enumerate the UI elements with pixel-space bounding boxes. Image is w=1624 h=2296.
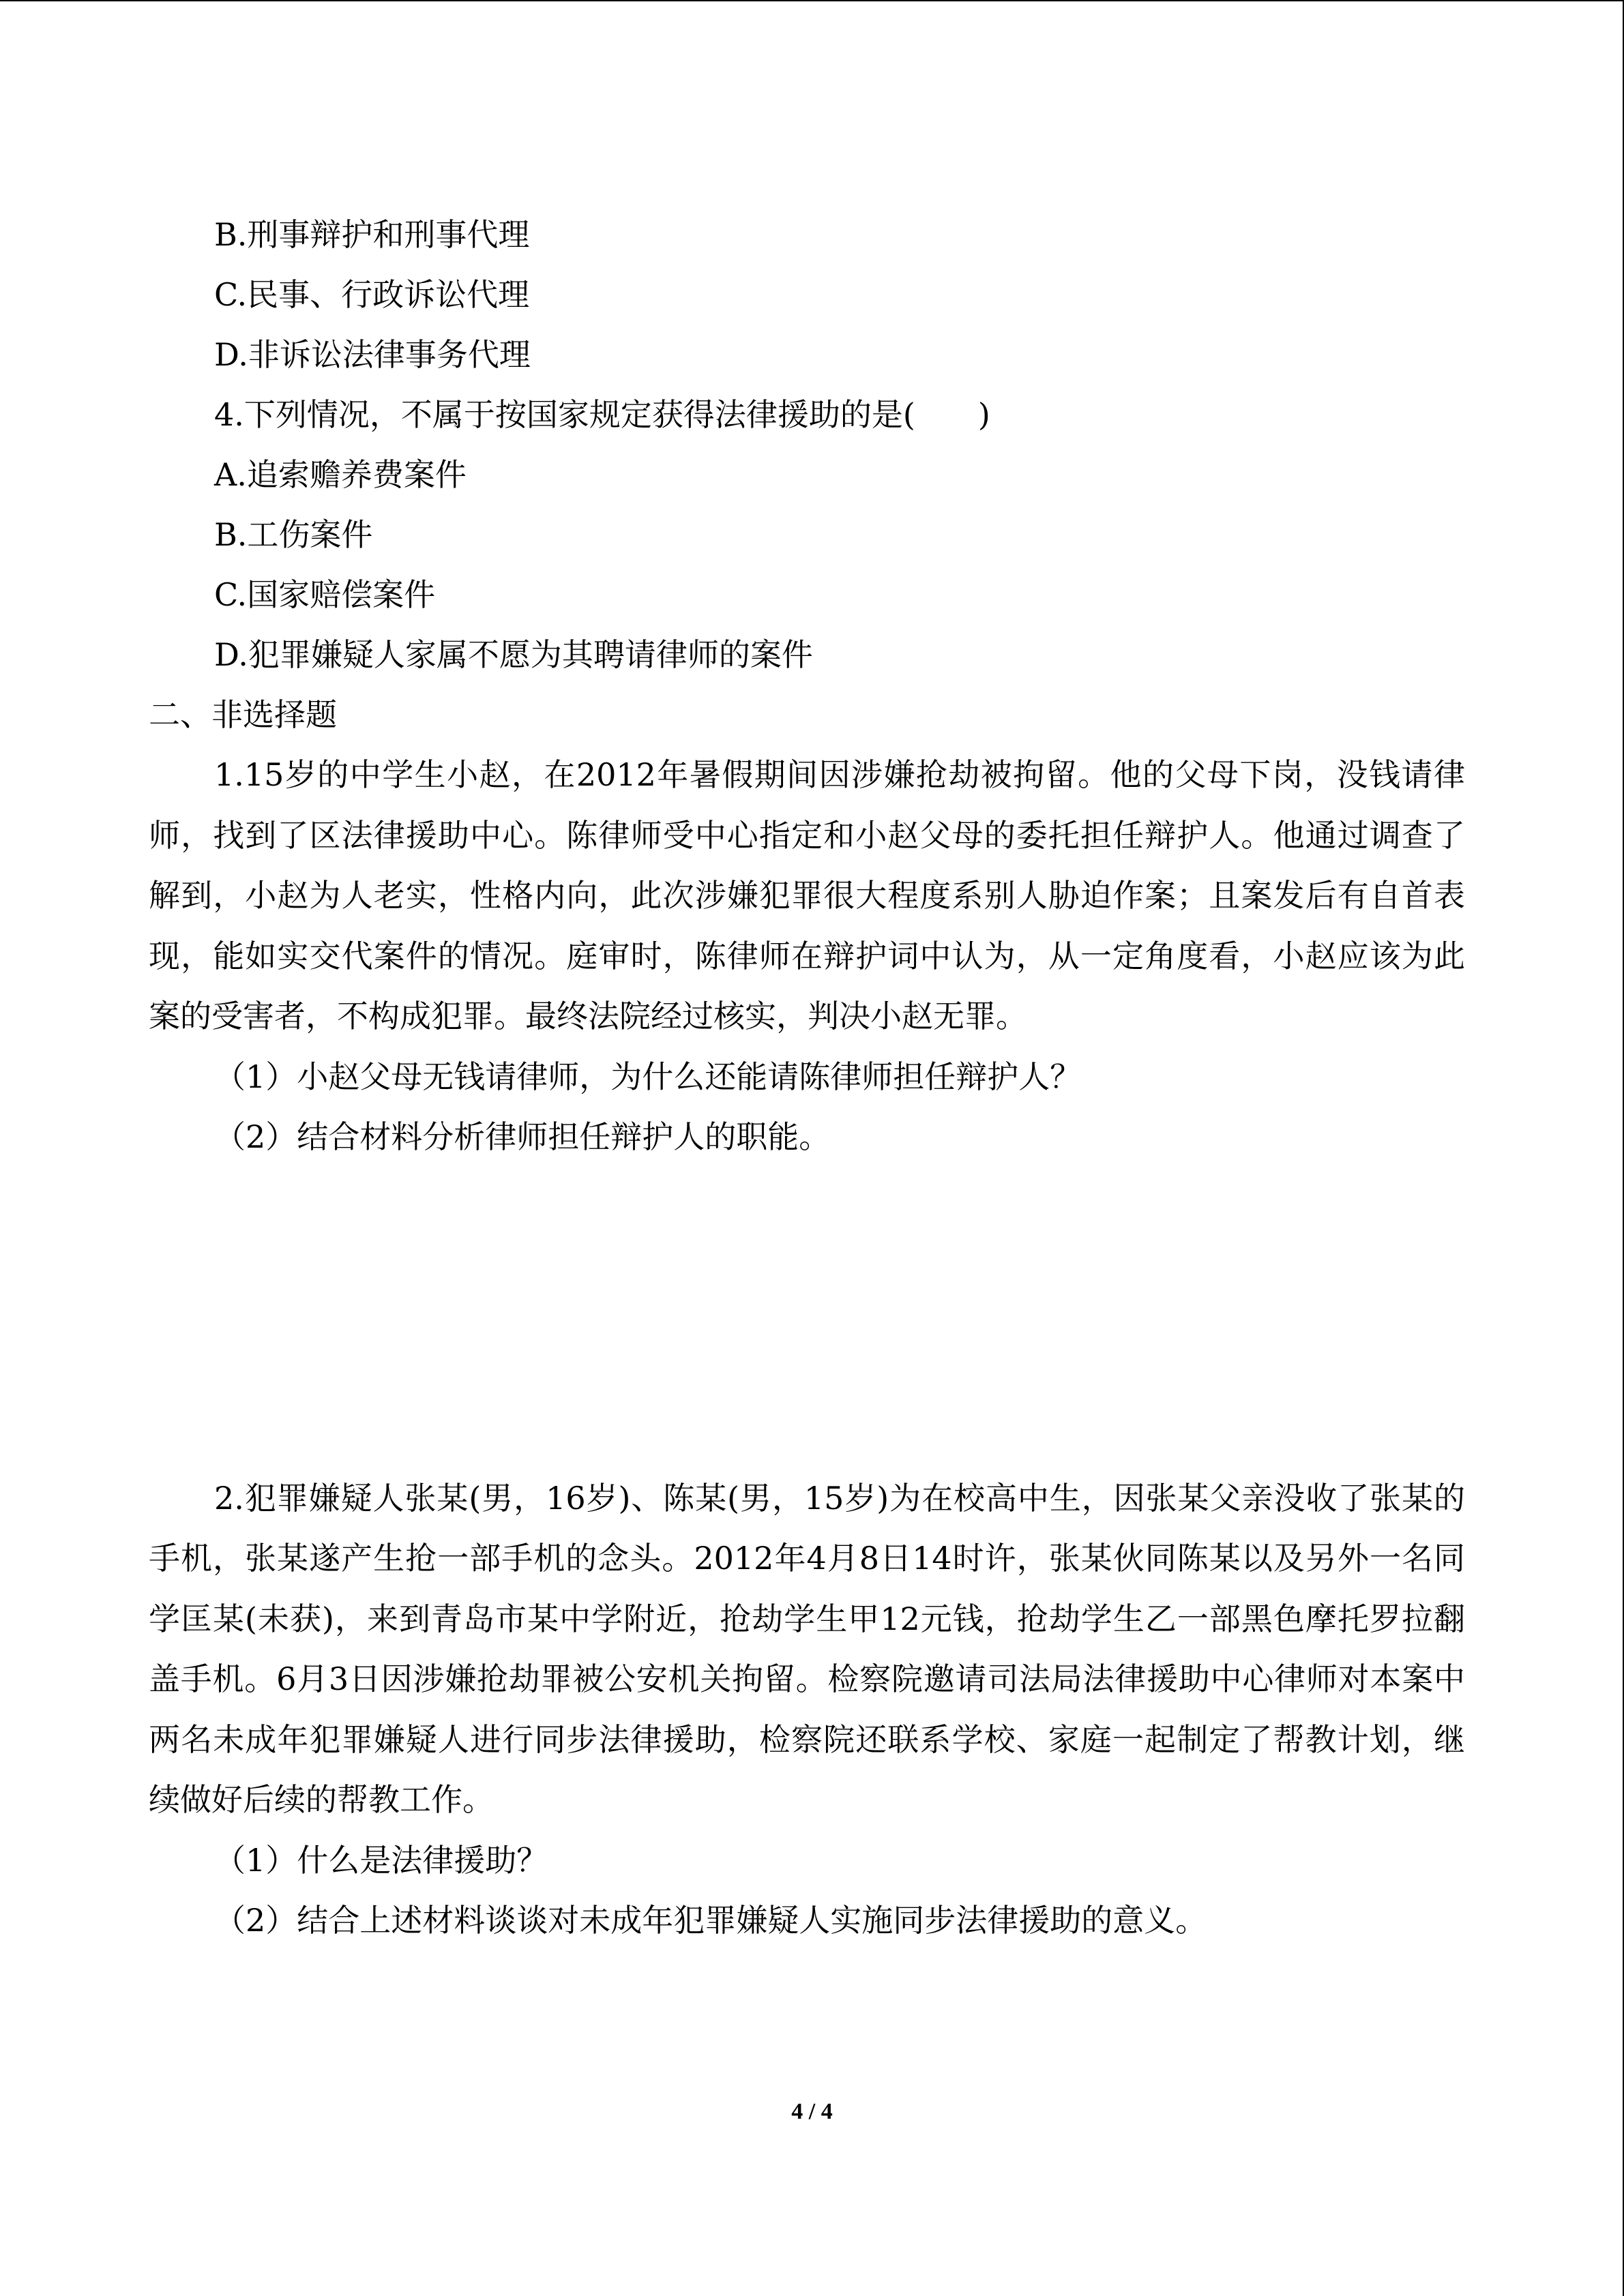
q2-sub-question-2: （2）结合上述材料谈谈对未成年犯罪嫌疑人实施同步法律援助的意义。 xyxy=(214,1901,1207,1939)
answer-space xyxy=(149,1167,1465,1468)
q4-option-c: C.国家赔偿案件 xyxy=(214,576,436,613)
q1-sub-question-2: （2）结合材料分析律师担任辩护人的职能。 xyxy=(214,1118,831,1155)
q4-option-a: A.追索赡养费案件 xyxy=(214,456,467,493)
document-body xyxy=(149,205,1465,1950)
q2-sub-question-1: （1）什么是法律援助？ xyxy=(214,1841,548,1879)
q4-option-d: D.犯罪嫌疑人家属不愿为其聘请律师的案件 xyxy=(214,636,813,673)
section-heading: 二、非选择题 xyxy=(149,696,337,733)
q4-option-b: B.工伤案件 xyxy=(214,516,373,553)
q1-sub-question-1: （1）小赵父母无钱请律师，为什么还能请陈律师担任辩护人？ xyxy=(214,1058,1082,1095)
page-number: 4 / 4 xyxy=(791,2099,833,2124)
q3-option-c: C.民事、行政诉讼代理 xyxy=(214,276,530,313)
q2-material: 2.犯罪嫌疑人张某(男，16岁)、陈某(男，15岁)为在校高中生，因张某父亲没收了张某的手机，张某遂产生抢一部手机的念头。2012年4月8日14时许，张某伙同陈某以及另外一名同学匡某(未获)，来到青岛市某中学附近，抢劫学生甲12元钱，抢劫学生乙一部黑色摩托罗拉翻盖手机。6月3日因涉嫌抢劫罪被公安机关拘留。检察院邀请司法局法律援助中心律师对本案中两名未成年犯罪嫌疑人进行同步法律援助，检察院还联系学校、家庭一起制定了帮教计划，继续做好后续的帮教工作。 xyxy=(149,1479,1465,1818)
q4-stem: 4.下列情况，不属于按国家规定获得法律援助的是( ) xyxy=(214,396,990,433)
q1-material: 1.15岁的中学生小赵，在2012年暑假期间因涉嫌抢劫被拘留。他的父母下岗，没钱请律师，找到了区法律援助中心。陈律师受中心指定和小赵父母的委托担任辩护人。他通过调查了解到，小赵为人老实，性格内向，此次涉嫌犯罪很大程度系别人胁迫作案；且案发后有自首表现，能如实交代案件的情况。庭审时，陈律师在辩护词中认为，从一定角度看，小赵应该为此案的受害者，不构成犯罪。最终法院经过核实，判决小赵无罪。 xyxy=(149,756,1465,1034)
q3-option-d: D.非诉讼法律事务代理 xyxy=(214,336,531,373)
q3-option-b: B.刑事辩护和刑事代理 xyxy=(214,216,530,253)
